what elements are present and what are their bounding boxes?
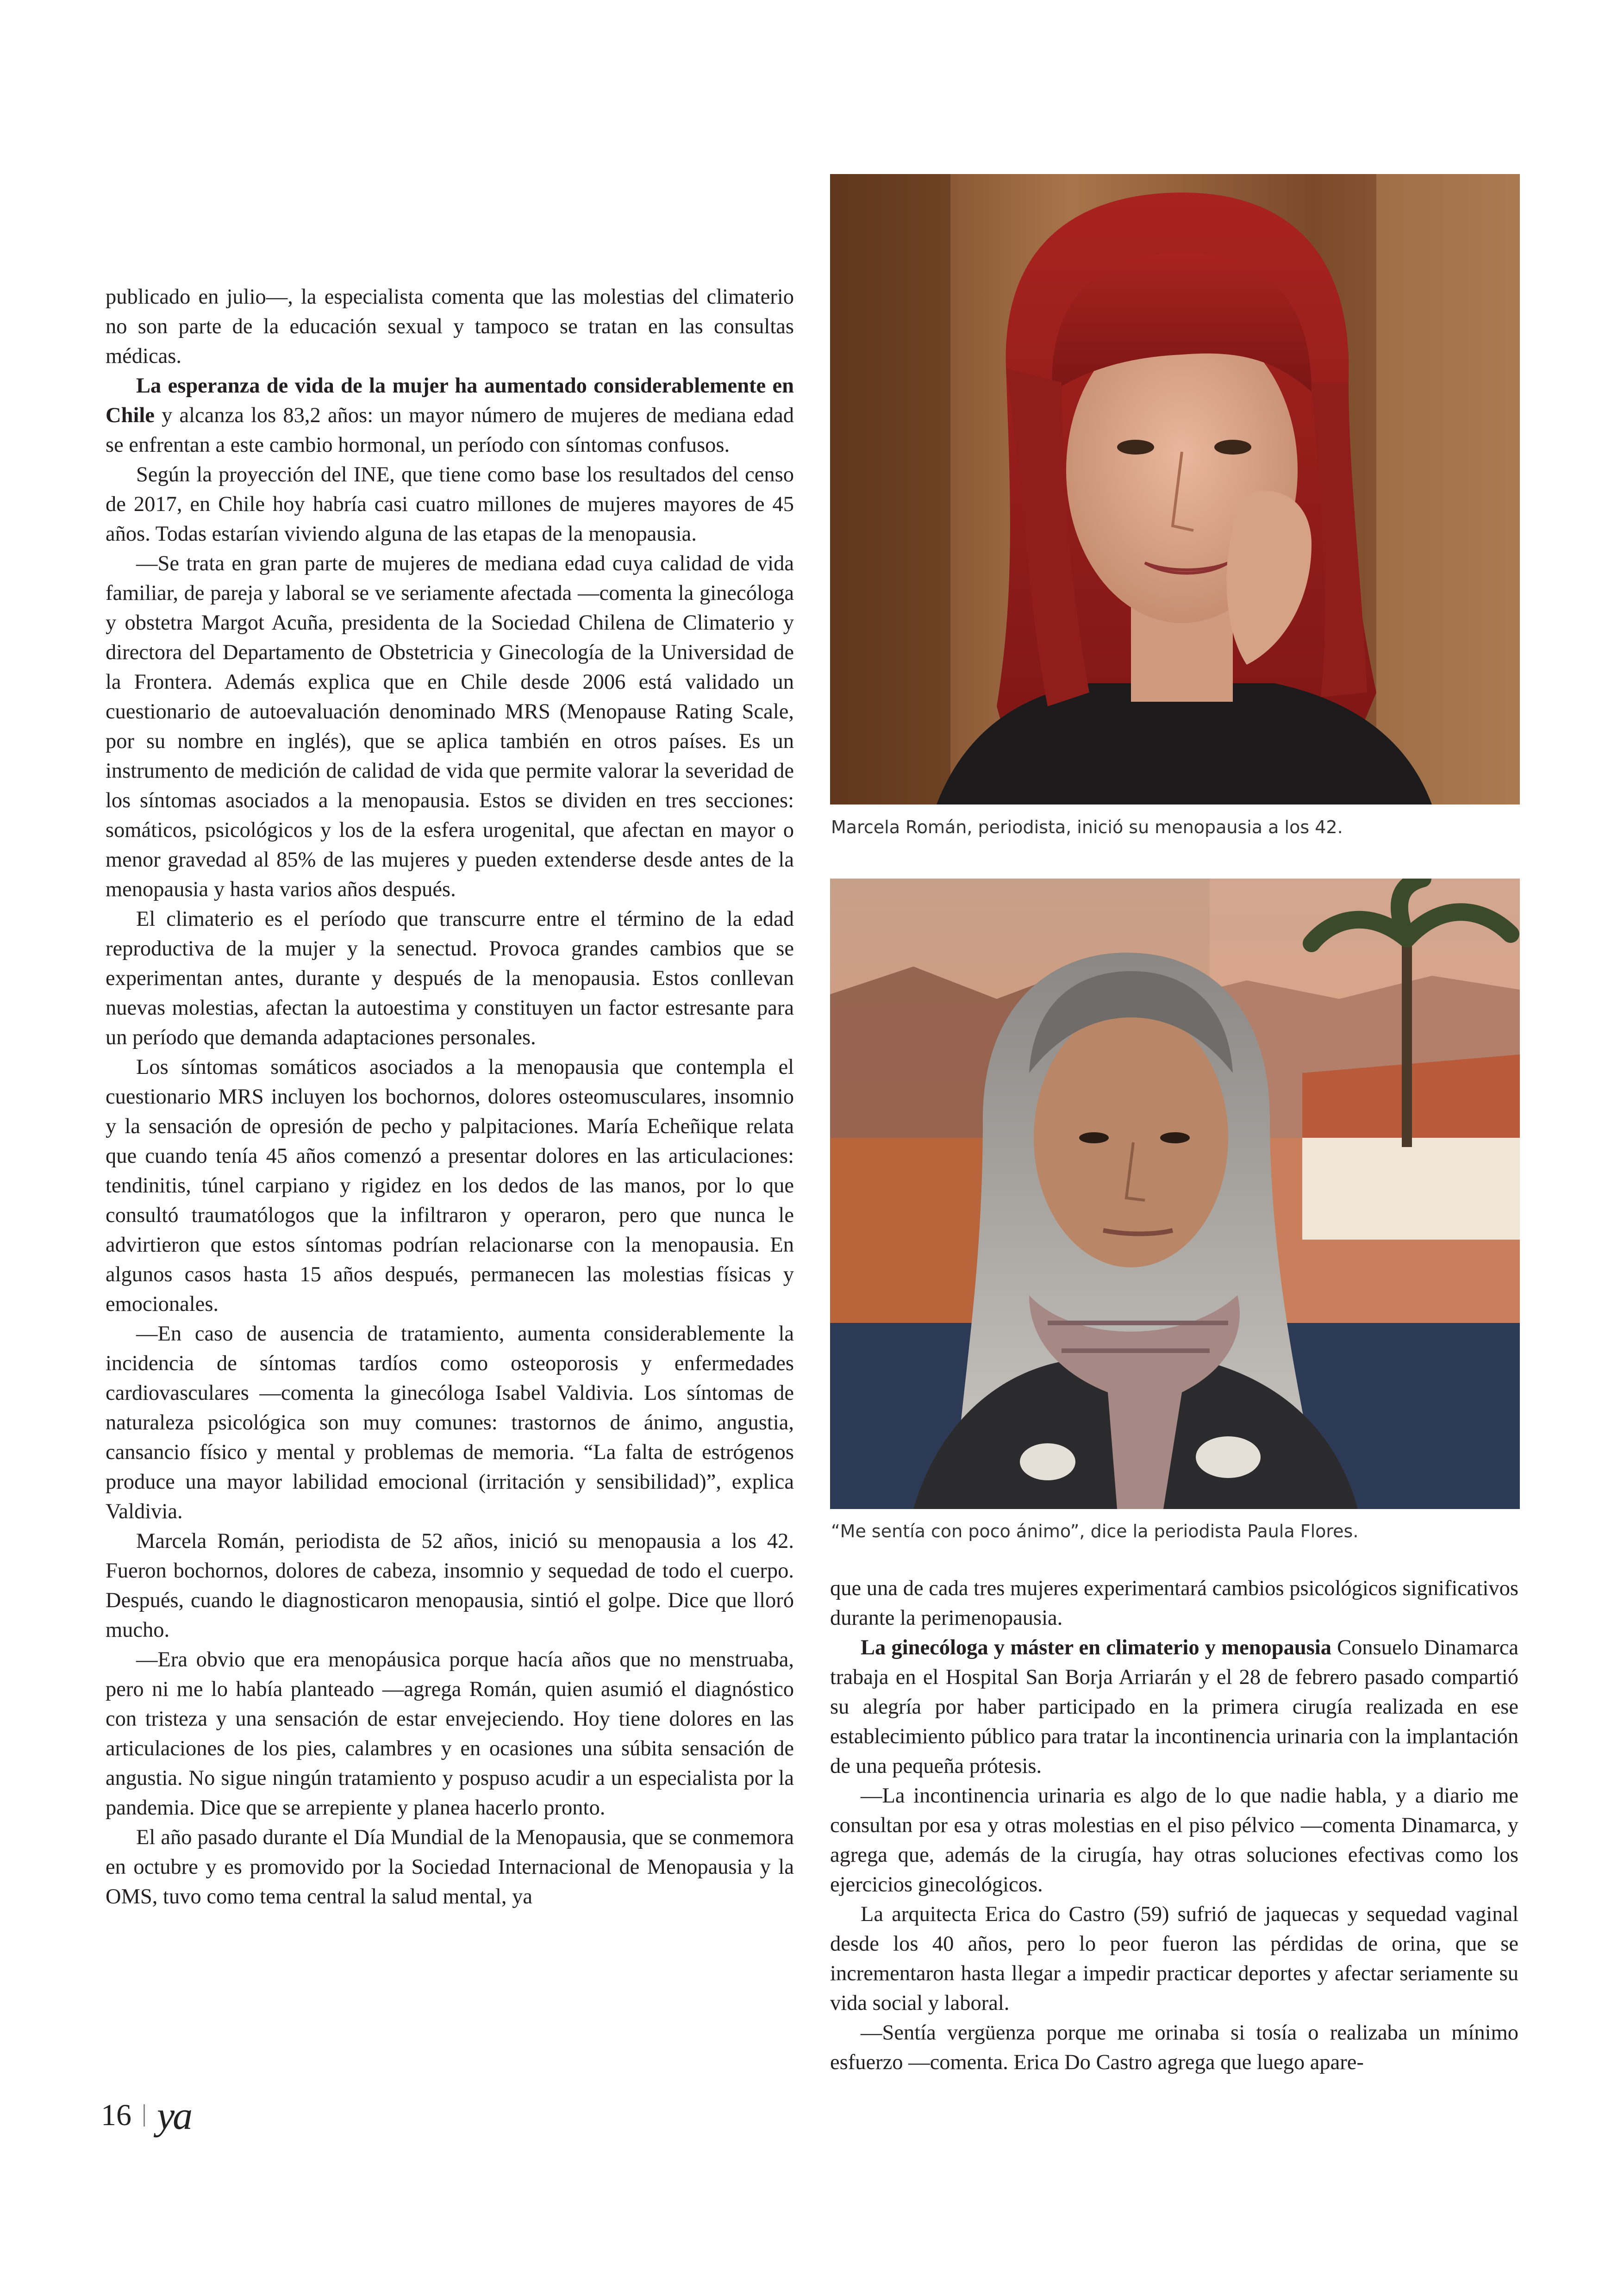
paragraph <box>106 371 794 460</box>
paragraph: Según la proyección del INE, que tiene como base los resultados del censo de 2017, en Chile hoy habría casi cuatro millones de mujeres mayores de 45 años. Todas estarían viviendo alguna de las etapas de la menopausia. <box>106 463 794 546</box>
photo-caption: Marcela Román, periodista, inició su menopausia a los 42. <box>831 817 1343 837</box>
photo-paula-flores <box>830 879 1520 1509</box>
paragraph <box>830 1633 1518 1781</box>
photo-caption: “Me sentía con poco ánimo”, dice la periodista Paula Flores. <box>831 1521 1359 1541</box>
folio-divider <box>144 2104 145 2127</box>
bold-lead-in: La esperanza de vida de la mujer ha aumentado considerablemente en Chile <box>106 374 794 427</box>
article-column-left <box>106 282 794 1912</box>
paragraph: —Era obvio que era menopáusica porque hacía años que no menstruaba, pero ni me lo había planteado —agrega Román, quien asumió el diagnóstico con tristeza y una sensación de estar envejeciendo. Hoy tiene dolores en las articulaciones de los pies, calambres y en ocasiones una súbita sensación de angustia. No sigue ningún tratamiento y pospuso acudir a un especialista por la pandemia. Dice que se arrepiente y planea hacerlo pronto. <box>106 1648 794 1820</box>
paragraph-text: Consuelo Dinamarca trabaja en el Hospital San Borja Arriarán y el 28 de febrero pasado compartió su alegría por haber participado en la primera cirugía realizada en ese establecimiento público para tratar la incontinencia urinaria con la implantación de una pequeña prótesis. <box>830 1636 1518 1778</box>
paragraph: —En caso de ausencia de tratamiento, aumenta considerablemente la incidencia de síntomas tardíos como osteoporosis y enfermedades cardiovasculares —comenta la ginecóloga Isabel Valdivia. Los síntomas de naturaleza psicológica son muy comunes: trastornos de ánimo, angustia, cansancio físico y mental y problemas de memoria. “La falta de estrógenos produce una mayor labilidad emocional (irritación y sensibilidad)”, explica Valdivia. <box>106 1322 794 1523</box>
paragraph: El año pasado durante el Día Mundial de la Menopausia, que se conmemora en octubre y es promovido por la Sociedad Internacional de Menopausia y la OMS, tuvo como tema central la salud mental, ya <box>106 1826 794 1908</box>
photo-marcela-roman <box>830 174 1520 804</box>
article-column-right <box>830 1574 1518 2077</box>
paragraph: La arquitecta Erica do Castro (59) sufrió de jaquecas y sequedad vaginal desde los 40 años, pero lo peor fueron las pérdidas de orina, que se incrementaron hasta llegar a impedir practicar deportes y afectar seriamente su vida social y laboral. <box>830 1902 1518 2015</box>
magazine-logo: ya <box>157 2093 191 2138</box>
paragraph: —La incontinencia urinaria es algo de lo que nadie habla, y a diario me consultan por esa y otras molestias en el piso pélvico —comenta Dinamarca, y agrega que, además de la cirugía, hay otras soluciones efectivas como los ejercicios ginecológicos. <box>830 1784 1518 1896</box>
paragraph: Los síntomas somáticos asociados a la menopausia que contempla el cuestionario MRS incluyen los bochornos, dolores osteomusculares, insomnio y la sensación de opresión de pecho y palpitaciones. María Echeñique relata que cuando tenía 45 años comenzó a presentar dolores en las articulaciones: tendinitis, túnel carpiano y rigidez en los dedos de las manos, por lo que consultó traumatólogos que la infiltraron y operaron, pero que nunca le advirtieron que estos síntomas podrían relacionarse con la menopausia. En algunos casos hasta 15 años después, permanecen las molestias físicas y emocionales. <box>106 1055 794 1316</box>
paragraph: El climaterio es el período que transcurre entre el término de la edad reproductiva de la mujer y la senectud. Provoca grandes cambios que se experimentan antes, durante y después de la menopausia. Estos conllevan nuevas molestias, afectan la autoestima y constituyen un factor estresante para un período que demanda adaptaciones personales. <box>106 907 794 1049</box>
page-number: 16 <box>101 2098 131 2132</box>
paragraph: publicado en julio—, la especialista comenta que las molestias del climaterio no son parte de la educación sexual y tampoco se tratan en las consultas médicas. <box>106 285 794 368</box>
paragraph: —Sentía vergüenza porque me orinaba si tosía o realizaba un mínimo esfuerzo —comenta. Erica Do Castro agrega que luego apare- <box>830 2021 1518 2074</box>
paragraph: —Se trata en gran parte de mujeres de mediana edad cuya calidad de vida familiar, de pareja y laboral se ve seriamente afectada —comenta la ginecóloga y obstetra Margot Acuña, presidenta de la Sociedad Chilena de Climaterio y directora del Departamento de Obstetricia y Ginecología de la Universidad de la Frontera. Además explica que en Chile desde 2006 está validado un cuestionario de autoevaluación denominado MRS (Menopause Rating Scale, por su nombre en inglés), que se aplica también en otros países. Es un instrumento de medición de calidad de vida que permite valorar la severidad de los síntomas asociados a la menopausia. Estos se dividen en tres secciones: somáticos, psicológicos y los de la esfera urogenital, que afectan en mayor o menor gravedad al 85% de las mujeres y pueden extenderse desde antes de la menopausia y hasta varios años después. <box>106 552 794 901</box>
paragraph: que una de cada tres mujeres experimentará cambios psicológicos significativos durante la perimenopausia. <box>830 1577 1518 1630</box>
bold-lead-in: La ginecóloga y máster en climaterio y menopausia <box>861 1636 1331 1659</box>
page-folio <box>101 2093 191 2138</box>
paragraph: Marcela Román, periodista de 52 años, inició su menopausia a los 42. Fueron bochornos, dolores de cabeza, insomnio y sequedad de todo el cuerpo. Después, cuando le diagnosticaron menopausia, sintió el golpe. Dice que lloró mucho. <box>106 1529 794 1642</box>
paragraph-text: y alcanza los 83,2 años: un mayor número de mujeres de mediana edad se enfrentan a este cambio hormonal, un período con síntomas confusos. <box>106 404 794 457</box>
